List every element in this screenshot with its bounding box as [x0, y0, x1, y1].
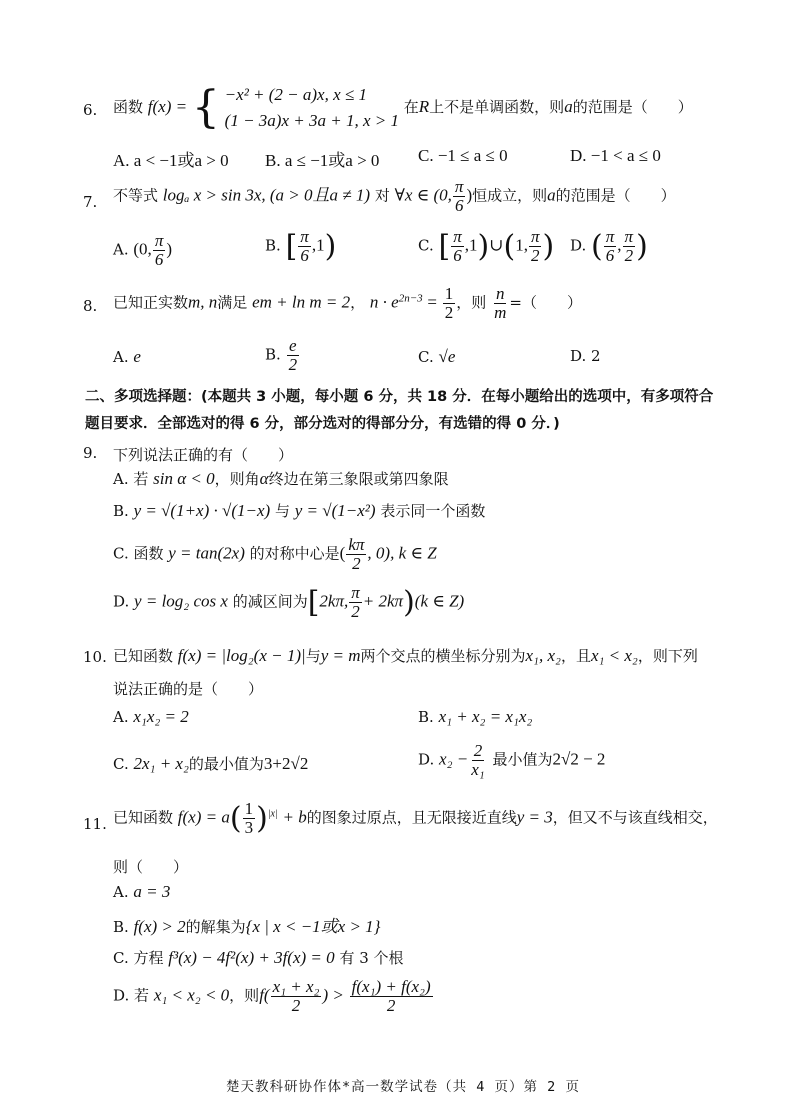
q6-R: R [418, 97, 430, 116]
q8-stem-end: =（ ） [509, 293, 582, 312]
page-footer: 楚天教科研协作体*高一数学试卷（共 4 页）第 2 页 [226, 1079, 580, 1095]
q7-option-d: D. ( $\frac{\pi}{6}$ , $\frac{\pi}{2}$ ) [570, 227, 648, 265]
q7-stem-suffix: 恒成立，则 [472, 186, 548, 205]
q8-exponent: 2n−3 [398, 292, 423, 305]
q7-stem: 不等式 logₐ x > sin 3x, (a > 0且a ≠ 1) 对 ∀x ∈ (0, $\frac{\pi}{6}$ )恒成立，则a的范围是（ ） [113, 177, 676, 215]
q7-stem-end: 的范围是（ ） [555, 186, 676, 205]
q7-forall: ∀x ∈ (0, [394, 185, 452, 205]
q9-option-d: D. y = log₂ cos x 的减区间为[2kπ, $\frac{\pi}{2}$ + 2kπ)(k ∈ Z) [113, 583, 465, 621]
q6-stem-mid: 在 [403, 98, 419, 116]
q7-stem-prefix: 不等式 [113, 186, 159, 205]
q7-option-c: C. [ $\frac{\pi}{6}$ ,1)∪(1, $\frac{\pi}{2}$ ) [418, 227, 555, 265]
q10-option-c: C. 2x₁ + x₂的最小值为3+2√2 [113, 754, 309, 773]
q8-mn: m, n [188, 292, 218, 312]
q9-option-b: B. y = √(1+x) · √(1−x) 与 y = √(1−x²) 表示同一个函数 [113, 501, 486, 520]
q11-option-a: A. a = 3 [113, 882, 171, 901]
q11-stem: 已知函数 f(x) = a( $\frac{1}{3}$ )$^{|x|}$ + b的图象过原点，且无限接近直线y = 3，但又不与该直线相交， [113, 799, 718, 837]
q8-option-c: C. √e [418, 347, 456, 366]
q11-option-d: D. 若 x₁ < x₂ < 0，则f( $\frac{\text{x₁ + x₂}}{2}$ ) > $\frac{\text{f(x₁) + f(x₂)}}{2}$ [113, 977, 431, 1015]
q6-piece-2: (1 − 3a)x + 3a + 1, x > 1 [224, 111, 399, 130]
q6-option-d: D. −1 < a ≤ 0 [570, 146, 661, 165]
q10-option-a: A. x₁x₂ = 2 [113, 707, 189, 726]
q7-option-a: A. (0, $\frac{\pi}{6}$ ) [113, 231, 173, 269]
q6-piecewise [225, 82, 399, 134]
q10-number: 10. [83, 648, 107, 666]
q7-pi-over-6: $\frac{\pi}{6}$ [454, 177, 464, 215]
q6-stem [113, 82, 693, 134]
q10-option-d: D. x₂ − $\frac{2}{\text{x₁}}$ 最小值为2√2 − 2 [418, 741, 606, 779]
q8-option-d: D. 2 [570, 347, 601, 365]
q10-stem: 已知函数 f(x) = |log₂(x − 1)|与y = m两个交点的横坐标分别为x₁, x₂，且x₁ < x₂，则下列 [113, 646, 698, 665]
q11-number: 11. [83, 815, 107, 833]
q8-option-a: A. e [113, 347, 141, 366]
q9-option-a: A. 若 sin α < 0，则角α终边在第三象限或第四象限 [113, 469, 449, 488]
q8-option-b: B. $\frac{e}{2}$ [265, 336, 298, 374]
q7-stem-mid: 对 [374, 186, 390, 205]
q9-option-c: C. 函数 y = tan(2x) 的对称中心是( $\frac{k\pi}{2}$ , 0), k ∈ Z [113, 535, 437, 573]
q6-function: f(x) = [147, 97, 188, 116]
q8-stem-mid1: 满足 [217, 293, 248, 312]
q8-n-over-m: $\frac{n}{m}$ [494, 284, 507, 322]
q8-equation-1: em + ln m = 2 [252, 292, 351, 312]
q6-option-a: A. a < −1或a > 0 [113, 151, 229, 170]
q11-stem-line2: 则（ ） [113, 858, 189, 876]
q6-stem-prefix: 函数 [113, 98, 144, 116]
q7-option-b: B. [ $\frac{\pi}{6}$ ,1) [265, 227, 337, 265]
q8-stem: 已知正实数m, n满足 em + ln m = 2， $n \cdot e^{2n-3}$ = $\frac{1}{2}$ ，则 $\frac{n}{m}$ =（ ） [113, 284, 582, 322]
q8-stem-prefix: 已知正实数 [113, 293, 189, 312]
q6-option-b: B. a ≤ −1或a > 0 [265, 151, 380, 170]
q6-a: a [564, 97, 573, 116]
q10-stem-line2: 说法正确的是（ ） [113, 680, 264, 698]
q6-stem-suffix: 上不是单调函数，则 [429, 98, 565, 116]
section-2-header: 二、多项选择题：(本题共 3 小题，每小题 6 分，共 18 分．在每小题给出的选项中，有多项符合题目要求．全部选对的得 6 分，部分选对的得部分分，有选错的得 0 分．) [85, 389, 714, 432]
q7-number: 7. [83, 193, 98, 211]
q6-stem-end: 的范围是（ ） [572, 98, 693, 116]
q6-piece-1: −x² + (2 − a)x, x ≤ 1 [224, 85, 367, 104]
q6-brace: { [191, 82, 220, 133]
q6-number: 6. [83, 101, 98, 119]
q9-stem: 下列说法正确的有（ ） [113, 446, 294, 464]
q8-half: $\frac{1}{2}$ [444, 284, 454, 322]
q6-option-c: C. −1 ≤ a ≤ 0 [418, 146, 508, 165]
q8-equation-2: n · e [369, 292, 399, 312]
q9-number: 9. [83, 444, 98, 462]
q10-option-b: B. x₁ + x₂ = x₁x₂ [418, 707, 533, 726]
q11-option-b: B. f(x) > 2的解集为{x | x < −1或x > 1} [113, 917, 381, 936]
q11-option-c: C. 方程 f³(x) − 4f²(x) + 3f(x) = 0 有 3 个根 [113, 948, 404, 967]
q7-inequality: logₐ x > sin 3x, (a > 0且a ≠ 1) [162, 185, 371, 205]
q8-number: 8. [83, 297, 98, 315]
q7-a: a [547, 185, 556, 205]
